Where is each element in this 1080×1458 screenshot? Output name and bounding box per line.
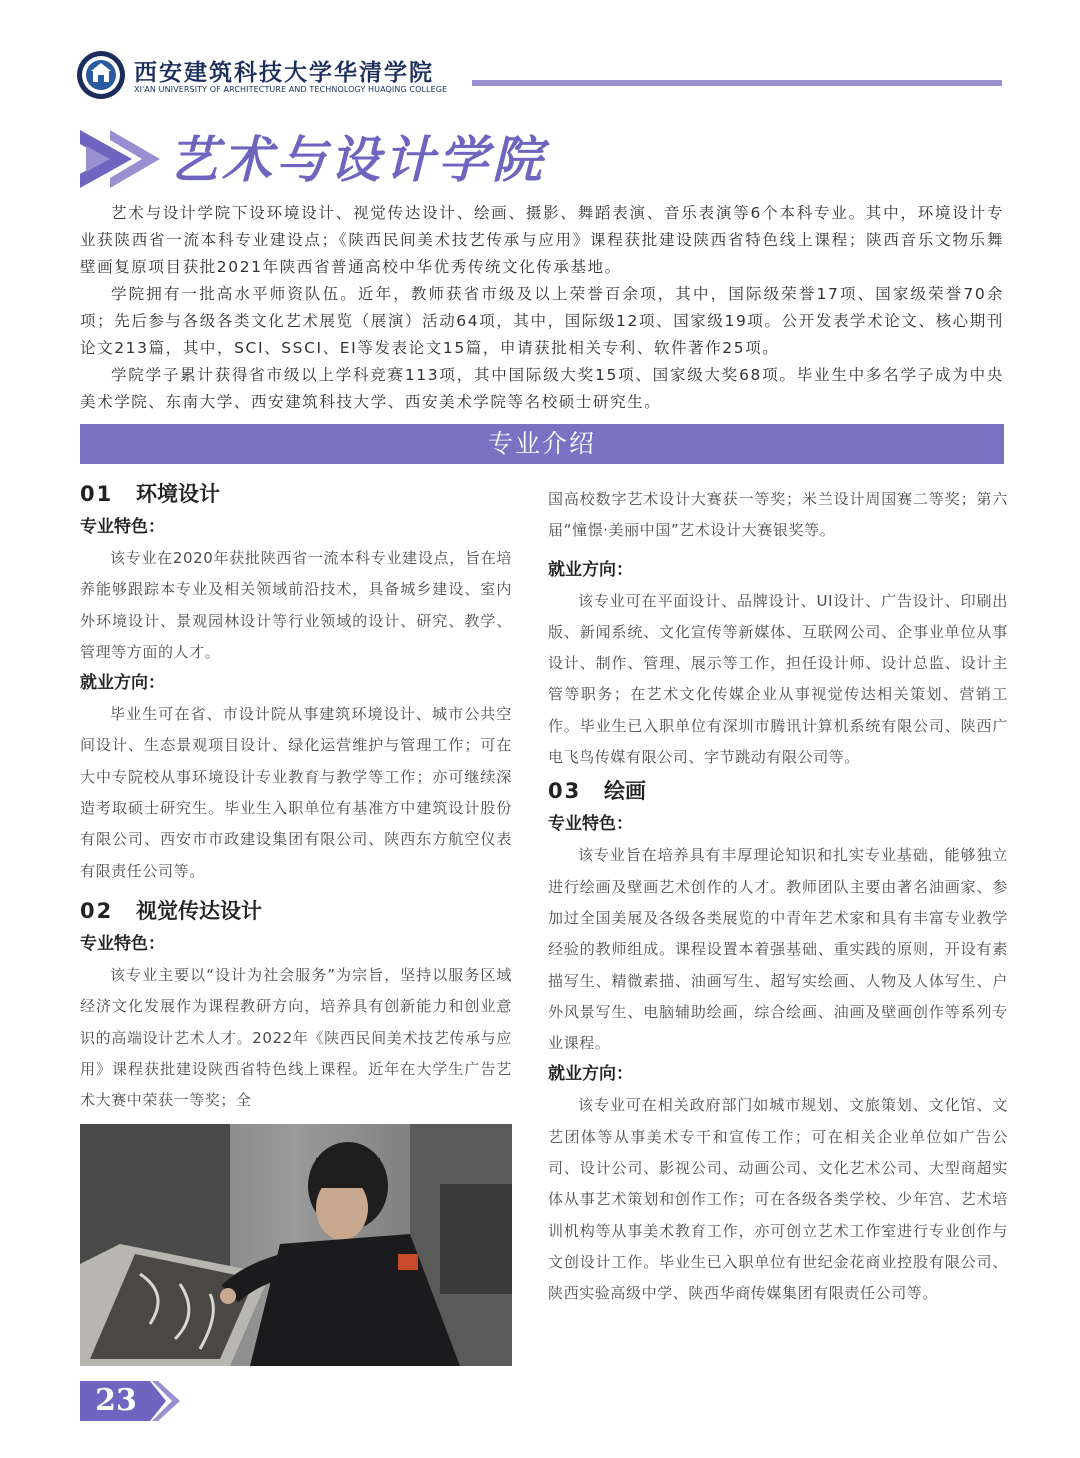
feature-label: 专业特色： — [80, 933, 165, 954]
section-banner — [80, 424, 1004, 464]
intro-paragraph: 艺术与设计学院下设环境设计、视觉传达设计、绘画、摄影、舞蹈表演、音乐表演等6个本科专业。其中，环境设计专业获陕西省一流本科专业建设点；《陕西民间美术技艺传承与应用》课程获批建设陕西省特色线上课程；陕西音乐文物乐舞壁画复原项目获批2021年陕西省普通高校中华优秀传统文化传承基地。 — [80, 204, 1004, 276]
career-text: 该专业可在相关政府部门如城市规划、文旅策划、文化馆、文艺团体等从事美术专干和宣传工作；可在相关企业单位如广告公司、设计公司、影视公司、动画公司、文化艺术公司、大型商超实体从事艺术策划和创作工作；可在各级各类学校、少年宫、艺术培训机构等从事美术教育工作，亦可创立艺术工作室进行专业创作与文创设计工作。毕业生已入职单位有世纪金花商业控股有限公司、陕西实验高级中学、陕西华商传媒集团有限责任公司等。 — [548, 1096, 1008, 1303]
career-text: 毕业生可在省、市设计院从事建筑环境设计、城市公共空间设计、生态景观项目设计、绿化运营维护与管理工作；可在大中专院校从事环境设计专业教育与教学等工作；亦可继续深造考取硕士研究生。毕业生入职单位有基准方中建筑设计股份有限公司、西安市市政建设集团有限公司、陕西东方航空仪表有限责任公司等。 — [80, 705, 512, 880]
major-heading — [80, 893, 512, 929]
feature-text: 该专业在2020年获批陕西省一流本科专业建设点，旨在培养能够跟踪本专业及相关领域前沿技术，具备城乡建设、室内外环境设计、景观园林设计等行业领域的设计、研究、教学、管理等方面的人才。 — [80, 549, 512, 661]
title-arrow-icon — [80, 130, 160, 188]
page-number: 23 — [95, 1383, 137, 1418]
career-label: 就业方向： — [548, 559, 633, 580]
major-number: 03 — [548, 779, 582, 804]
major-name: 环境设计 — [136, 482, 220, 506]
right-column — [548, 484, 1008, 1310]
major-number: 01 — [80, 482, 114, 506]
major-number: 02 — [80, 898, 114, 923]
feature-text: 该专业主要以“设计为社会服务”为宗旨，坚持以服务区域经济文化发展作为课程教研方向，培养具有创新能力和创业意识的高端设计艺术人才。2022年《陕西民间美术技艺传承与应用》课程获批建设陕西省特色线上课程。近年在大学生广告艺术大赛中荣获一等奖；全 — [80, 965, 512, 1110]
intro-paragraph: 学院拥有一批高水平师资队伍。近年，教师获省市级及以上荣誉百余项，其中，国际级荣誉17项、国家级荣誉70余项；先后参与各级各类文化艺术展览（展演）活动64项，其中，国际级12项、国家级19项。公开发表学术论文、核心期刊论文213篇，其中，SCI、SSCI、EI等发表论文15篇，申请获批相关专利、软件著作25项。 — [80, 285, 1004, 357]
feature-label: 专业特色： — [80, 517, 165, 537]
career-label: 就业方向： — [548, 1064, 633, 1085]
photo-illustration — [80, 1124, 512, 1366]
major-name: 视觉传达设计 — [136, 898, 262, 923]
header-rule — [472, 80, 1002, 86]
page-number-badge — [80, 1381, 180, 1421]
intro-paragraph: 学院学子累计获得省市级以上学科竞赛113项，其中国际级大奖15项、国家级大奖68项。毕业生中多名学子成为中央美术学院、东南大学、西安建筑科技大学、西安美术学院等名校硕士研究生。 — [80, 366, 1004, 411]
feature-text-continued: 国高校数字艺术设计大赛获一等奖；米兰设计周国赛二等奖；第六届“憧憬·美丽中国”艺术设计大赛银奖等。 — [548, 490, 1008, 540]
page-title: 艺术与设计学院 — [168, 131, 546, 189]
feature-text: 该专业旨在培养具有丰厚理论知识和扎实专业基础，能够独立进行绘画及壁画艺术创作的人才。教师团队主要由著名油画家、参加过全国美展及各级各类展览的中青年艺术家和具有丰富专业教学经验的教师组成。课程设置本着强基础、重实践的原则，开设有素描写生、精微素描、油画写生、超写实绘画、人物及人体写生、户外风景写生、电脑辅助绘画，综合绘画、油画及壁画创作等系列专业课程。 — [548, 846, 1008, 1053]
major-heading — [548, 773, 1008, 809]
school-name-en: XI'AN UNIVERSITY OF ARCHITECTURE AND TECHNOLOGY HUAQING COLLEGE — [134, 85, 448, 94]
career-label: 就业方向： — [80, 673, 165, 694]
left-column — [80, 476, 512, 1116]
major-heading — [80, 476, 512, 512]
career-text: 该专业可在平面设计、品牌设计、UI设计、广告设计、印刷出版、新闻系统、文化宣传等新媒体、互联网公司、企事业单位从事设计、制作、管理、展示等工作，担任设计师、设计总监、设计主管等职务；在艺术文化传媒企业从事视觉传达相关策划、营销工作。毕业生已入职单位有深圳市腾讯计算机系统有限公司、陕西广电飞鸟传媒有限公司、字节跳动有限公司等。 — [548, 591, 1008, 767]
banner-title: 专业介绍 — [487, 429, 596, 458]
school-name-cn: 西安建筑科技大学华清学院 — [134, 59, 434, 86]
intro-section — [80, 200, 1004, 416]
major-name: 绘画 — [604, 779, 646, 804]
school-emblem-icon — [76, 50, 126, 100]
student-painting-photo — [80, 1124, 512, 1366]
school-logo — [76, 48, 496, 104]
feature-label: 专业特色： — [548, 814, 633, 835]
